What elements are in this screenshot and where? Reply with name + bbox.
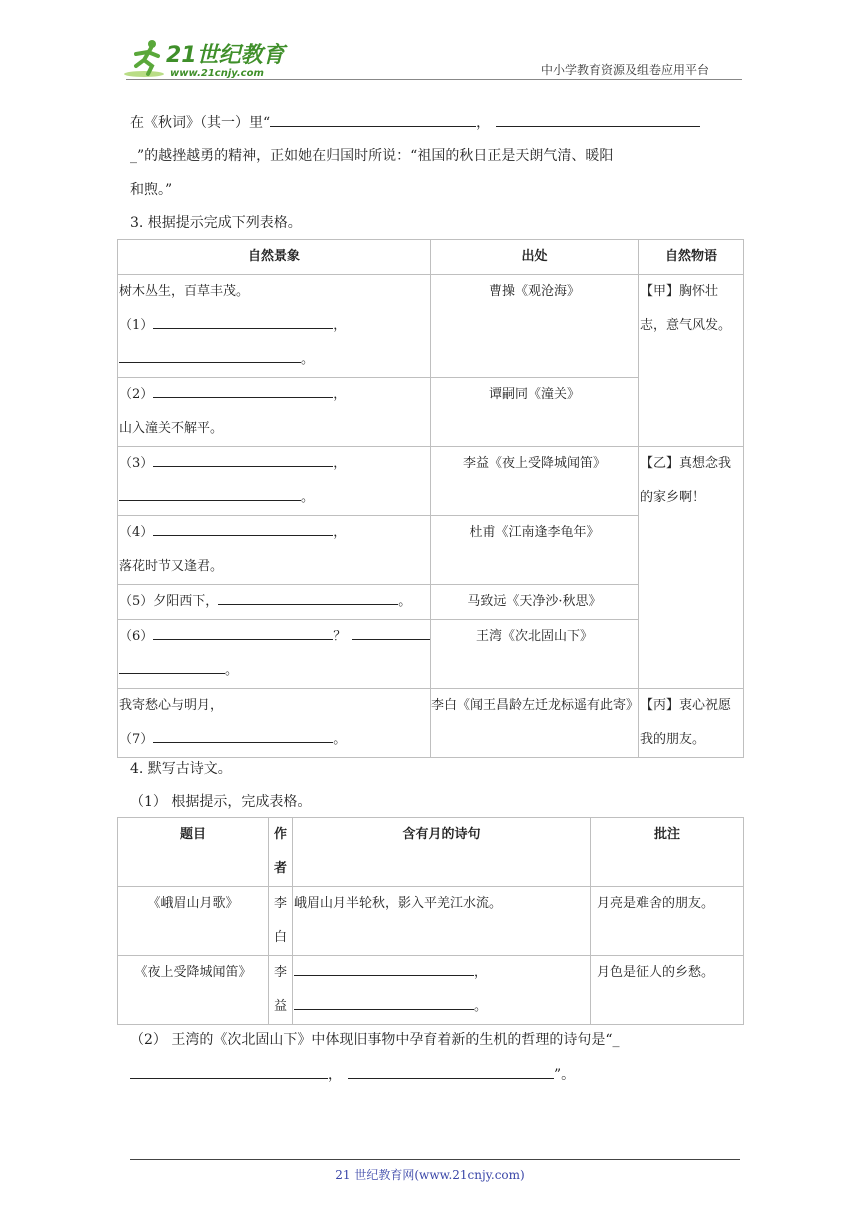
note-cell: 月亮是难舍的朋友。 <box>597 896 715 911</box>
header-cell: 自然物语 <box>639 240 744 275</box>
source-cell: 杜甫《江南逢李龟年》 <box>431 516 639 585</box>
source-cell: 李白《闻王昌龄左迁龙标遥有此寄》 <box>431 698 640 713</box>
question-3-title: 3. 根据提示完成下列表格。 <box>130 215 302 231</box>
runner-logo-icon <box>122 36 302 80</box>
author-cell: 李益 <box>273 965 287 1014</box>
intro-line-3: 和煦。” <box>130 182 173 198</box>
table-row: （6） ？ 。 王湾《次北固山下》 <box>118 620 744 689</box>
note-yi: 【乙】真想念我的家乡啊！ <box>640 456 732 505</box>
answer-blank[interactable] <box>153 624 333 640</box>
answer-blank[interactable] <box>130 1063 328 1079</box>
intro-line-1 <box>130 111 700 133</box>
note-cell: 月色是征人的乡愁。 <box>597 965 715 980</box>
table-row: （5）夕阳西下， 。 马致远《天净沙·秋思》 <box>118 585 744 620</box>
note-bing: 【丙】衷心祝愿我的朋友。 <box>640 698 732 747</box>
question-4-title: 4. 默写古诗文。 <box>130 761 232 777</box>
source-cell: 李益《夜上受降城闻笛》 <box>431 447 639 516</box>
source-cell: 曹操《观沧海》 <box>431 275 639 378</box>
header-cell: 自然景象 <box>118 240 431 275</box>
header-cell: 题目 <box>118 818 269 887</box>
table-row: 《夜上受降城闻笛》 李益 ， 。 月色是征人的乡愁。 <box>118 956 744 1025</box>
logo-url: www.21cnjy.com <box>170 68 264 79</box>
note-jia: 【甲】胸怀壮志，意气风发。 <box>640 284 732 333</box>
logo-text: 21世纪教育 <box>166 43 285 68</box>
footer-link[interactable]: 21 世纪教育网(www.21cnjy.com) <box>335 1168 525 1182</box>
q4-table <box>117 817 744 1025</box>
question-4-sub2: （2） 王湾的《次北固山下》中体现旧事物中孕育着新的生机的哲理的诗句是“_ <box>130 1032 620 1048</box>
header-divider <box>126 79 742 80</box>
intro-text: ”的越挫越勇的精神，正如她在归国时所说：“祖国的秋日正是天朗气清、暖阳 <box>137 148 614 164</box>
poem-title-cell: 《峨眉山月歌》 <box>118 887 269 956</box>
source-cell: 王湾《次北固山下》 <box>431 620 639 689</box>
table-row: 树木丛生，百草丰茂。 （1） ， 。 曹操《观沧海》 【甲】胸怀壮志，意气风发。 <box>118 275 744 378</box>
comma: ， <box>476 115 491 131</box>
header-cell: 作者 <box>273 827 287 876</box>
table-row: 我寄愁心与明月， （7） 。 李白《闻王昌龄左迁龙标遥有此寄》 【丙】衷心祝愿我的朋友。 <box>118 689 744 758</box>
source-cell: 谭嗣同《潼关》 <box>431 378 639 447</box>
answer-blank[interactable] <box>153 313 333 329</box>
header-cell: 出处 <box>431 240 639 275</box>
intro-line-2: _”的越挫越勇的精神，正如她在归国时所说：“祖国的秋日正是天朗气清、暖阳 <box>130 148 614 164</box>
intro-text: 在《秋词》（其一）里“ <box>130 115 271 131</box>
table-row: （4） ， 落花时节又逢君。 杜甫《江南逢李龟年》 <box>118 516 744 585</box>
answer-blank[interactable] <box>119 658 225 674</box>
header-cell: 批注 <box>591 818 744 887</box>
answer-blank[interactable] <box>153 520 333 536</box>
answer-blank[interactable] <box>496 111 700 127</box>
answer-blank[interactable] <box>119 485 301 501</box>
answer-blank[interactable] <box>153 451 333 467</box>
site-logo <box>122 36 302 80</box>
verse-cell: 峨眉山月半轮秋，影入平羌江水流。 <box>294 896 503 911</box>
question-4-sub1: （1） 根据提示，完成表格。 <box>130 794 312 810</box>
answer-blank[interactable] <box>348 1063 554 1079</box>
table-row <box>118 887 744 956</box>
footer-divider <box>130 1159 740 1160</box>
table-header-row <box>118 818 744 887</box>
q3-table <box>117 239 744 758</box>
answer-blank[interactable] <box>294 994 474 1010</box>
answer-blank[interactable] <box>270 111 476 127</box>
header-platform-name: 中小学教育资源及组卷应用平台 <box>541 63 710 77</box>
answer-blank[interactable] <box>294 960 474 976</box>
question-4-sub2-blanks: ， ”。 <box>130 1063 575 1085</box>
table-header-row <box>118 240 744 275</box>
answer-blank[interactable] <box>218 589 398 605</box>
author-cell: 李白 <box>273 896 287 945</box>
answer-blank[interactable] <box>119 347 301 363</box>
source-cell: 马致远《天净沙·秋思》 <box>431 585 639 620</box>
answer-blank[interactable] <box>153 382 333 398</box>
table-row: （3） ， 。 李益《夜上受降城闻笛》 【乙】真想念我的家乡啊！ <box>118 447 744 516</box>
answer-blank[interactable] <box>352 624 430 640</box>
poem-title-cell: 《夜上受降城闻笛》 <box>118 956 269 1025</box>
answer-blank[interactable] <box>153 727 333 743</box>
header-cell: 含有月的诗句 <box>293 818 591 887</box>
table-row: （2） ， 山入潼关不解平。 谭嗣同《潼关》 <box>118 378 744 447</box>
